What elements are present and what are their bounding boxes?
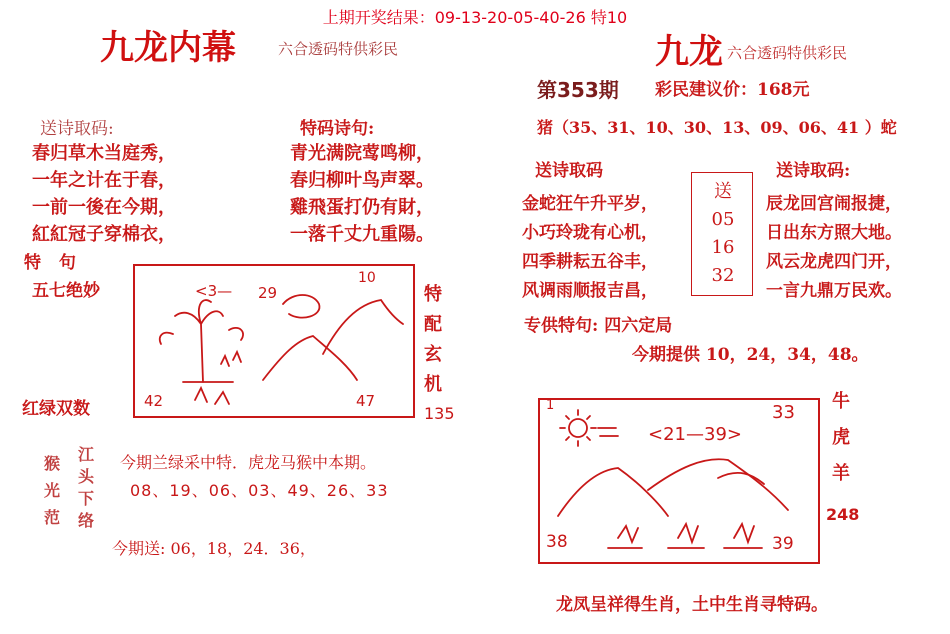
left-poem-a-heading: 送诗取码: — [40, 119, 114, 139]
poem-line: 紅紅冠子穿棉衣， — [32, 224, 176, 245]
poem-line: 辰龙回宫闹报捷， — [766, 194, 902, 214]
poem-line: 青光满院莺鸣柳， — [290, 143, 434, 164]
send-number: 32 — [711, 265, 735, 286]
poem-line: 雞飛蛋打仍有財， — [290, 197, 434, 218]
right-poem-b — [766, 190, 902, 306]
provide-line: 今期提供 10，24，34，48。 — [632, 345, 869, 365]
number-248: 248 — [826, 505, 860, 524]
vert-char: 头 — [78, 467, 95, 486]
left-vertical-right — [424, 280, 442, 400]
special-line: 专供特句: 四六定局 — [524, 316, 673, 336]
animals-vertical — [832, 384, 850, 492]
poem-line: 金蛇狂午升平岁， — [522, 194, 658, 214]
vert-char: 光 — [44, 481, 61, 500]
left-vert-b — [78, 444, 94, 532]
send-char: 送 — [714, 181, 732, 202]
left-subtitle: 六合透码特供彩民 — [278, 40, 399, 58]
right-sketch-top-right: 33 — [772, 402, 795, 423]
vert-char: 机 — [424, 374, 442, 395]
poem-line: 四季耕耘五谷丰， — [522, 252, 658, 272]
left-poem-b-heading: 特码诗句: — [300, 119, 375, 139]
vert-char: 猴 — [44, 454, 61, 473]
issue-number: 第353期 — [537, 78, 619, 102]
left-vert-a — [44, 450, 60, 531]
price: 彩民建议价：168元 — [655, 80, 810, 100]
special-label: 特 句 — [24, 253, 82, 273]
vert-char: 特 — [424, 284, 442, 305]
send-box-content — [693, 178, 753, 290]
right-sketch-bottom-left: 38 — [546, 532, 568, 552]
poem-line: 风调雨顺报吉昌， — [522, 281, 658, 301]
vert-char: 络 — [78, 511, 95, 530]
poem-line: 小巧玲珑有心机， — [522, 223, 658, 243]
right-subtitle: 六合透码特供彩民 — [727, 44, 848, 62]
poem-line: 春归柳叶鸟声翠。 — [290, 170, 434, 191]
animal-char: 羊 — [832, 463, 850, 484]
sketch-top-right: 10 — [358, 270, 376, 286]
pig-line: 猪（35、31、10、30、13、09、06、41 ）蛇 — [537, 118, 897, 137]
left-poem-b — [290, 140, 434, 248]
poem-line: 一年之计在于春， — [32, 170, 176, 191]
right-title: 九龙 — [655, 32, 723, 72]
poem-line: 一落千丈九重陽。 — [290, 224, 434, 245]
vert-char: 玄 — [424, 344, 442, 365]
left-send: 今期送: 06，18，24．36， — [112, 539, 316, 558]
red-green-label: 红绿双数 — [22, 399, 90, 419]
number-135: 135 — [424, 404, 455, 423]
right-poem-a — [522, 190, 658, 306]
left-title: 九龙内幕 — [100, 28, 236, 68]
right-poem-b-heading: 送诗取码: — [776, 161, 851, 181]
sketch-top-left: <3— — [195, 282, 233, 300]
right-sketch-range: <21—39> — [648, 424, 742, 445]
last-result-header: 上期开奖结果：09-13-20-05-40-26 特10 — [322, 8, 628, 27]
poem-line: 日出东方照大地。 — [766, 223, 902, 243]
left-statement: 今期兰绿采中特．虎龙马猴中本期。 — [120, 453, 377, 472]
wuqi-label: 五七绝妙 — [32, 281, 100, 301]
left-numbers: 08、19、06、03、49、26、33 — [130, 481, 389, 500]
poem-line: 春归草木当庭秀， — [32, 143, 176, 164]
left-poem-a — [32, 140, 176, 248]
vert-char: 江 — [78, 445, 95, 464]
send-number: 16 — [711, 237, 735, 258]
sketch-bottom-right: 47 — [356, 392, 376, 410]
right-poem-a-heading: 送诗取码 — [535, 161, 603, 181]
poem-line: 一言九鼎万民欢。 — [766, 281, 902, 301]
sketch-top-range: 29 — [258, 284, 278, 302]
vert-char: 配 — [424, 314, 442, 335]
vert-char: 下 — [78, 489, 95, 508]
poem-line: 风云龙虎四门开， — [766, 252, 902, 272]
send-number: 05 — [711, 209, 735, 230]
sketch-bottom-left: 42 — [144, 392, 164, 410]
poem-line: 一前一後在今期， — [32, 197, 176, 218]
animal-char: 虎 — [832, 427, 850, 448]
animal-char: 牛 — [832, 391, 850, 412]
right-footer: 龙凤呈祥得生肖，土中生肖寻特码。 — [556, 595, 828, 615]
vert-char: 范 — [44, 508, 61, 527]
right-sketch-bottom-right: 39 — [772, 534, 794, 554]
right-sketch-top-left: 1 — [546, 398, 555, 413]
